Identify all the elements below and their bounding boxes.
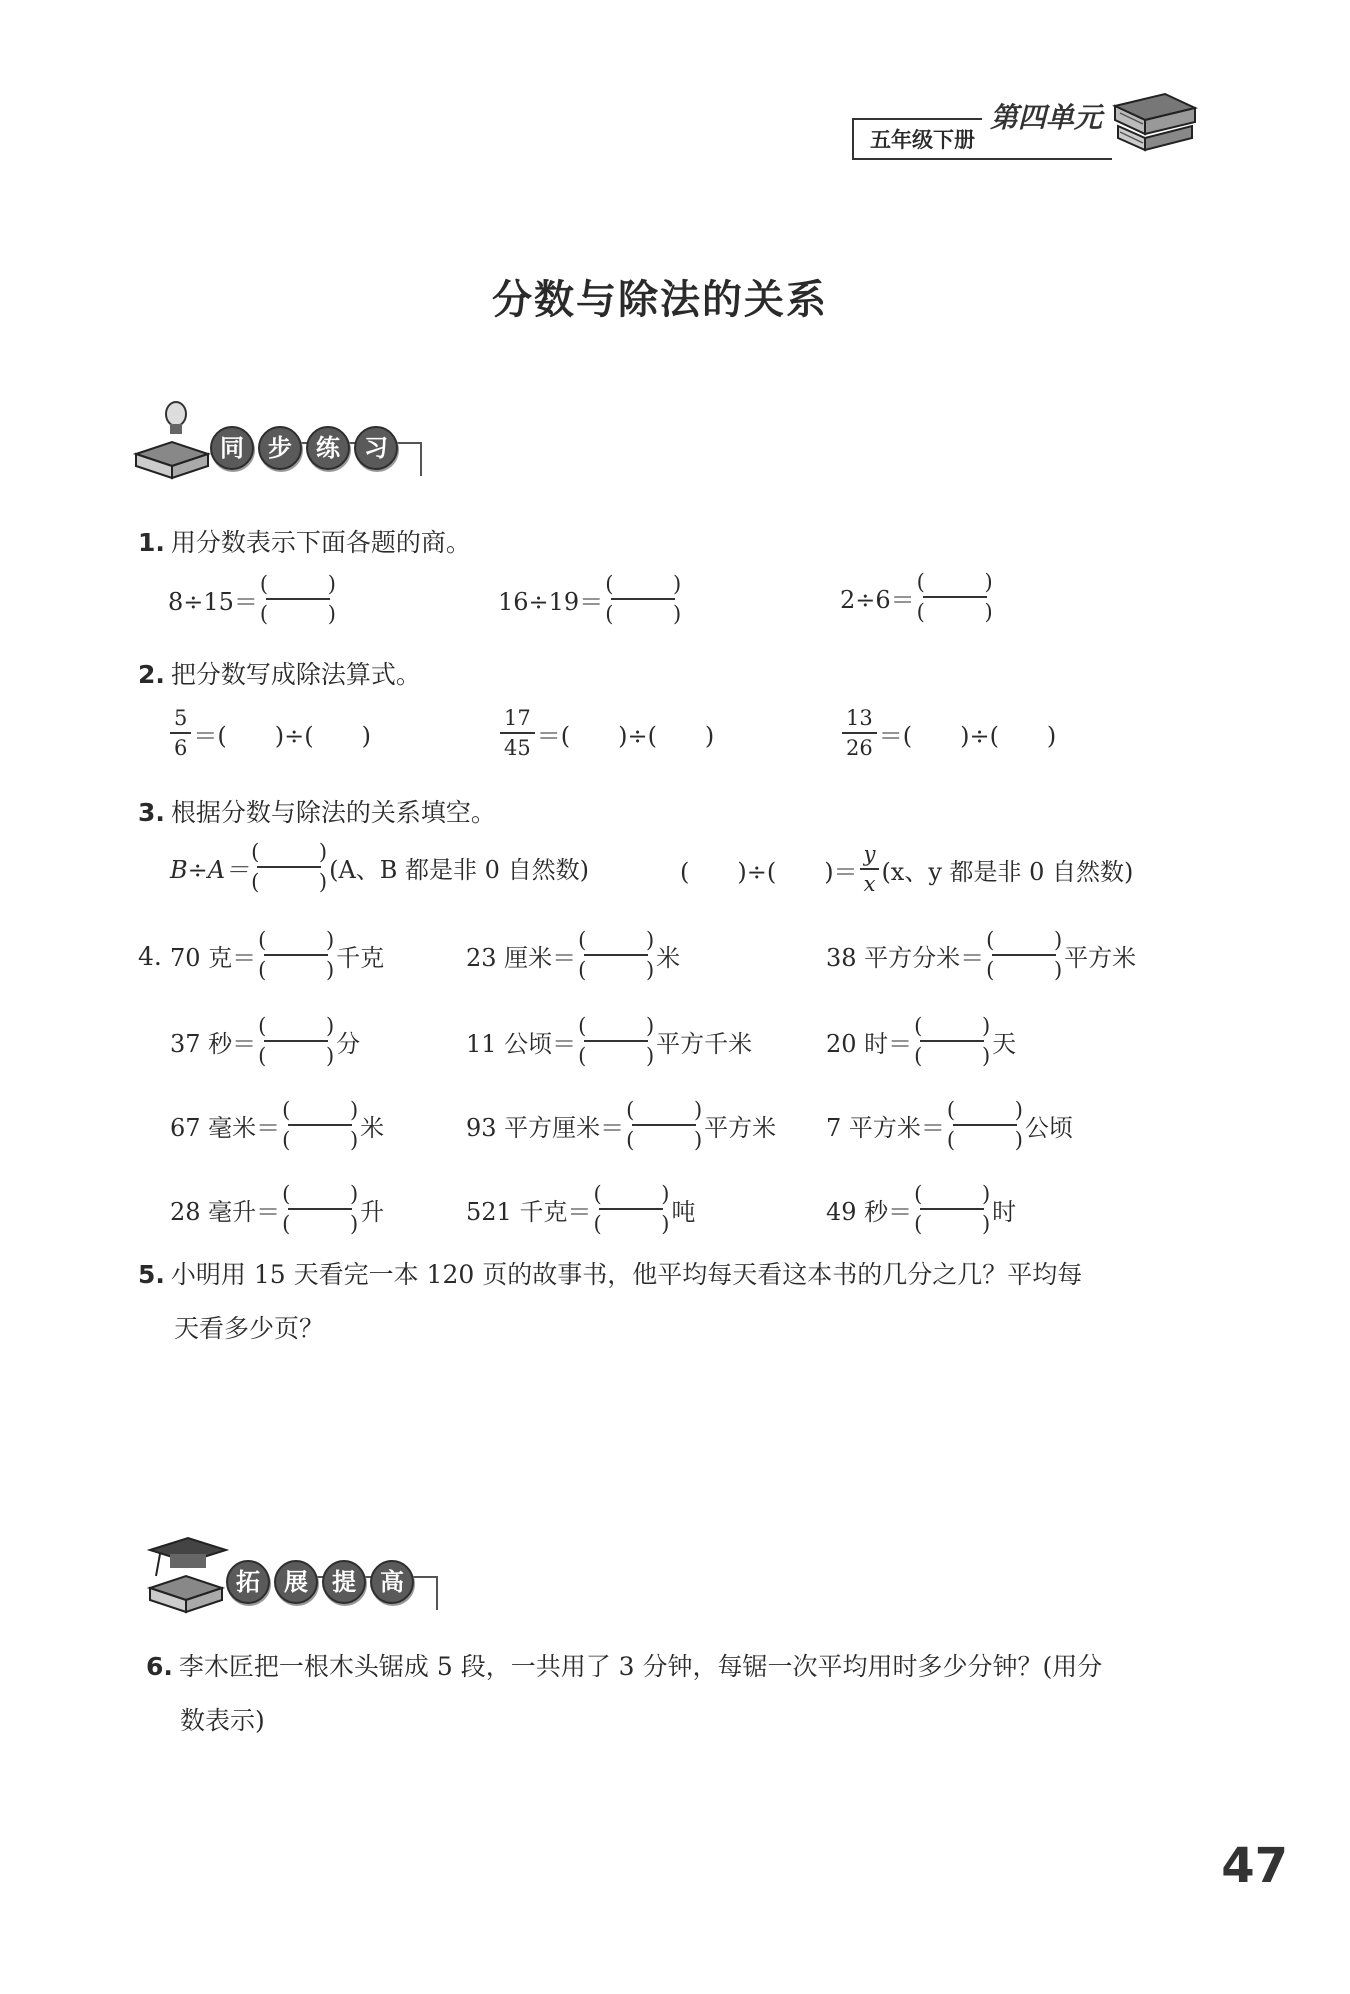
question-prompt: 根据分数与除法的关系填空。 xyxy=(170,798,496,827)
question-5 xyxy=(138,1258,1198,1292)
question-2 xyxy=(138,658,421,692)
q4-item xyxy=(170,1098,384,1152)
expression-text: 7 平方米＝ xyxy=(826,1113,945,1142)
question-number: 2. xyxy=(138,660,165,689)
given-fraction: $\frac{17}{45}$ xyxy=(500,704,535,762)
q4-item xyxy=(170,928,384,982)
q1-item xyxy=(168,572,338,626)
unit-label: 第四单元 xyxy=(990,101,1103,134)
question-6-line2: 数表示) xyxy=(180,1706,265,1735)
question-prompt: 把分数写成除法算式。 xyxy=(170,660,421,689)
question-number: 3. xyxy=(138,798,165,827)
given-fraction: $\frac{y}{x}$ xyxy=(860,840,880,898)
condition-note: (A、B 都是非 0 自然数) xyxy=(329,855,589,884)
question-text: 小明用 15 天看完一本 120 页的故事书，他平均每天看这本书的几分之几？平均每 xyxy=(170,1260,1083,1289)
answer-fraction[interactable]: ( ) ( ) xyxy=(578,1014,655,1068)
expression-text: 11 公顷＝ xyxy=(466,1029,577,1058)
expression-text: 37 秒＝ xyxy=(170,1029,257,1058)
answer-fraction[interactable]: ( ) ( ) xyxy=(258,1014,335,1068)
q4-item xyxy=(826,928,1136,982)
condition-note: (x、y 都是非 0 自然数) xyxy=(881,857,1134,886)
unit-text: 时 xyxy=(992,1197,1017,1226)
q4-item xyxy=(466,1182,695,1236)
question-1 xyxy=(138,526,471,560)
division-blank[interactable]: ( )÷( )＝ xyxy=(680,857,858,886)
unit-text: 升 xyxy=(360,1197,385,1226)
banner-char: 展 xyxy=(274,1560,318,1604)
given-fraction: $\frac{5}{6}$ xyxy=(170,704,191,762)
q4-item xyxy=(826,1014,1016,1068)
division-blank[interactable]: ＝( )÷( ) xyxy=(193,721,371,750)
question-number: 6. xyxy=(146,1652,173,1681)
expression-text: B÷A＝ xyxy=(170,855,250,884)
answer-fraction[interactable]: ( ) ( ) xyxy=(914,1014,991,1068)
book-stack-icon xyxy=(1110,86,1200,166)
question-5-line2: 天看多少页？ xyxy=(174,1314,325,1343)
question-number: 4. xyxy=(138,942,162,971)
unit-text: 千克 xyxy=(336,943,385,972)
q3-right xyxy=(680,840,1133,898)
q4-item xyxy=(466,1098,776,1152)
banner-char: 习 xyxy=(354,426,398,470)
q1-item xyxy=(840,570,995,624)
answer-fraction[interactable]: ( ) ( ) xyxy=(251,840,328,894)
question-3 xyxy=(138,796,496,830)
unit-text: 平方米 xyxy=(704,1113,777,1142)
expression-text: 23 厘米＝ xyxy=(466,943,577,972)
question-number: 1. xyxy=(138,528,165,557)
question-prompt: 用分数表示下面各题的商。 xyxy=(170,528,471,557)
q2-item xyxy=(840,704,1056,762)
answer-fraction[interactable]: ( ) ( ) xyxy=(593,1182,670,1236)
answer-fraction[interactable]: ( ) ( ) xyxy=(914,1182,991,1236)
unit-text: 米 xyxy=(656,943,681,972)
answer-fraction[interactable]: ( ) ( ) xyxy=(258,928,335,982)
answer-fraction[interactable]: ( ) ( ) xyxy=(986,928,1063,982)
q4-item xyxy=(466,928,680,982)
expression-text: 20 时＝ xyxy=(826,1029,913,1058)
unit-text: 天 xyxy=(992,1029,1017,1058)
section-banner-sync xyxy=(210,412,420,482)
expression-text: 67 毫米＝ xyxy=(170,1113,281,1142)
expression-text: 49 秒＝ xyxy=(826,1197,913,1226)
banner-char: 拓 xyxy=(226,1560,270,1604)
q4-item xyxy=(826,1098,1073,1152)
banner-char: 同 xyxy=(210,426,254,470)
banner-char: 练 xyxy=(306,426,350,470)
expression-text: 8÷15＝ xyxy=(168,587,258,616)
answer-fraction[interactable]: ( ) ( ) xyxy=(605,572,682,626)
answer-fraction[interactable]: ( ) ( ) xyxy=(946,1098,1023,1152)
q2-item xyxy=(498,704,714,762)
expression-text: 28 毫升＝ xyxy=(170,1197,281,1226)
question-6 xyxy=(146,1650,1206,1684)
unit-text: 吨 xyxy=(671,1197,696,1226)
lightbulb-books-icon xyxy=(132,398,212,482)
q3-left xyxy=(170,840,589,894)
division-blank[interactable]: ＝( )÷( ) xyxy=(536,721,715,750)
unit-text: 米 xyxy=(360,1113,385,1142)
expression-text: 16÷19＝ xyxy=(498,587,604,616)
unit-text: 公顷 xyxy=(1024,1113,1073,1142)
division-blank[interactable]: ＝( )÷( ) xyxy=(878,721,1057,750)
banner-char: 高 xyxy=(370,1560,414,1604)
grade-label: 五年级下册 xyxy=(852,120,1112,160)
page-number: 47 xyxy=(1221,1838,1288,1894)
expression-text: 38 平方分米＝ xyxy=(826,943,985,972)
q4-item xyxy=(466,1014,752,1068)
q4-item xyxy=(826,1182,1016,1236)
q1-item xyxy=(498,572,683,626)
q4-item xyxy=(170,1014,360,1068)
expression-text: 521 千克＝ xyxy=(466,1197,592,1226)
expression-text: 93 平方厘米＝ xyxy=(466,1113,625,1142)
unit-text: 平方米 xyxy=(1064,943,1137,972)
section-banner-extend xyxy=(226,1546,436,1616)
q4-item xyxy=(170,1182,384,1236)
q2-item xyxy=(168,704,371,762)
answer-fraction[interactable]: ( ) ( ) xyxy=(282,1182,359,1236)
given-fraction: $\frac{13}{26}$ xyxy=(842,704,877,762)
page-title: 分数与除法的关系 xyxy=(492,276,828,323)
answer-fraction[interactable]: ( ) ( ) xyxy=(259,572,336,626)
answer-fraction[interactable]: ( ) ( ) xyxy=(578,928,655,982)
banner-char: 提 xyxy=(322,1560,366,1604)
banner-char: 步 xyxy=(258,426,302,470)
unit-text: 分 xyxy=(336,1029,361,1058)
grad-cap-books-icon xyxy=(140,1532,230,1616)
answer-fraction[interactable]: ( ) ( ) xyxy=(282,1098,359,1152)
unit-text: 平方千米 xyxy=(656,1029,753,1058)
answer-fraction[interactable]: ( ) ( ) xyxy=(916,570,993,624)
question-text: 李木匠把一根木头锯成 5 段，一共用了 3 分钟，每锯一次平均用时多少分钟？(用分 xyxy=(178,1652,1103,1681)
answer-fraction[interactable]: ( ) ( ) xyxy=(626,1098,703,1152)
expression-text: 70 克＝ xyxy=(170,943,257,972)
question-number: 5. xyxy=(138,1260,165,1289)
expression-text: 2÷6＝ xyxy=(840,585,915,614)
